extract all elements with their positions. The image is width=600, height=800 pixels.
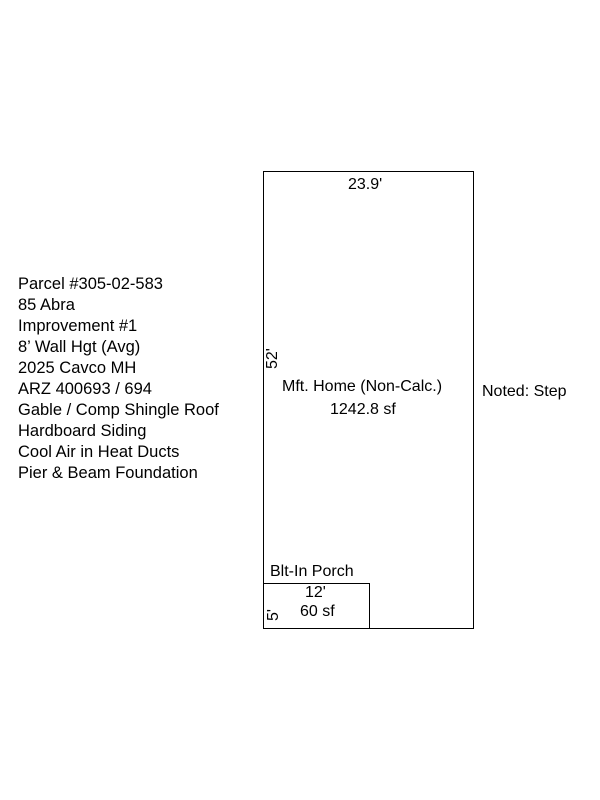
note-improvement: Improvement #1 — [18, 317, 138, 335]
note-address: 85 Abra — [18, 296, 75, 314]
property-notes — [18, 274, 219, 484]
note-wall-height: 8’ Wall Hgt (Avg) — [18, 338, 141, 356]
note-hvac: Cool Air in Heat Ducts — [18, 443, 180, 461]
porch-depth-label: 5' — [265, 609, 282, 621]
home-depth-label: 52' — [264, 348, 281, 369]
note-foundation: Pier & Beam Foundation — [18, 464, 198, 482]
note-parcel: Parcel #305-02-583 — [18, 275, 163, 293]
porch-area-label: 60 sf — [300, 603, 335, 620]
side-note: Noted: Step — [482, 383, 567, 400]
home-outline — [263, 171, 474, 629]
note-siding: Hardboard Siding — [18, 422, 147, 440]
porch-name-label: Blt-In Porch — [270, 563, 354, 580]
home-area-label: 1242.8 sf — [330, 401, 396, 418]
porch-width-label: 12' — [305, 584, 326, 601]
note-roof: Gable / Comp Shingle Roof — [18, 401, 219, 419]
home-width-label: 23.9' — [348, 176, 383, 193]
note-model: 2025 Cavco MH — [18, 359, 137, 377]
home-name-label: Mft. Home (Non-Calc.) — [282, 378, 443, 395]
note-arz: ARZ 400693 / 694 — [18, 380, 152, 398]
